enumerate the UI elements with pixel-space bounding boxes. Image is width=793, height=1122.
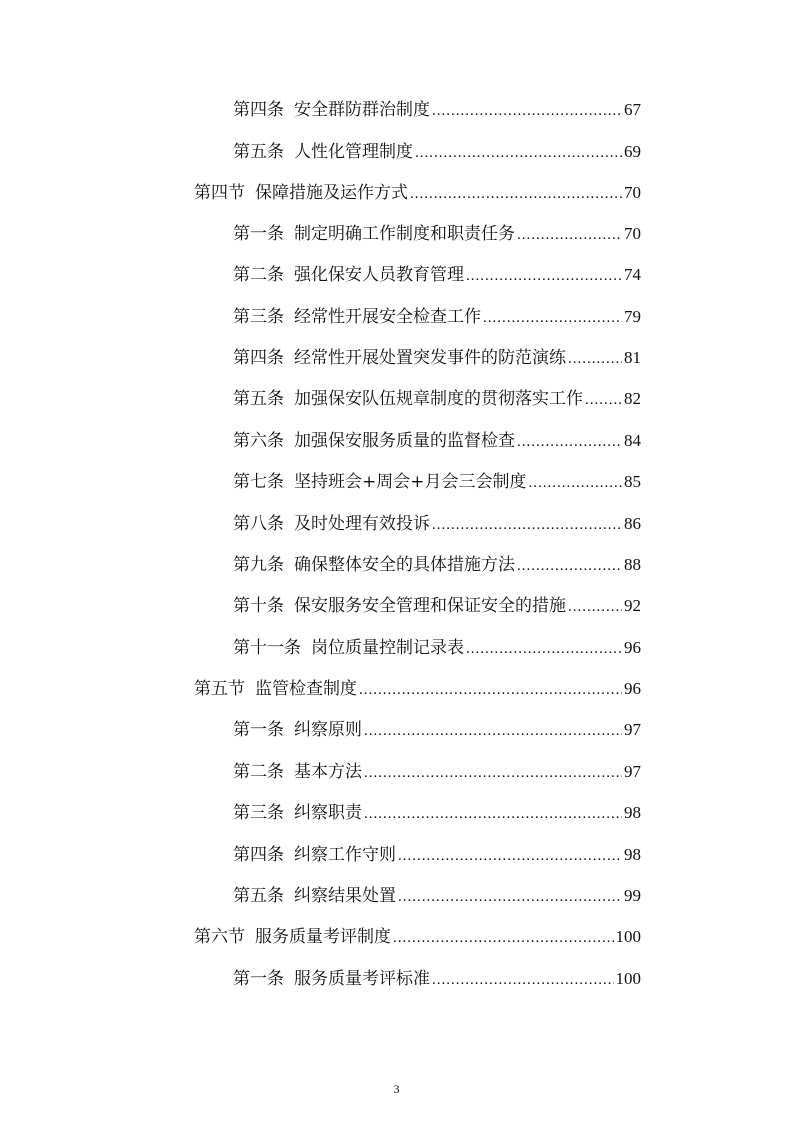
toc-entry-title: 服务质量考评制度 <box>255 927 391 947</box>
toc-entry-title: 制定明确工作制度和职责任务 <box>294 224 515 244</box>
toc-entry[interactable] <box>233 595 641 618</box>
toc-entry-number: 第五条 <box>233 142 284 162</box>
toc-entry[interactable] <box>233 761 641 784</box>
dot-leader <box>364 720 622 742</box>
toc-entry[interactable] <box>233 99 641 122</box>
toc-entry-title: 坚持班会+周会+月会三会制度 <box>294 472 527 492</box>
toc-entry-number: 第二条 <box>233 762 284 782</box>
toc-entry-page: 100 <box>615 969 641 988</box>
toc-entry-number: 第一条 <box>233 720 284 740</box>
dot-leader <box>483 307 622 329</box>
toc-entry-number: 第三条 <box>233 307 284 327</box>
toc-entry-number: 第四条 <box>233 100 284 120</box>
dot-leader <box>432 514 622 536</box>
dot-leader <box>359 679 622 701</box>
toc-entry-title: 纠察职责 <box>294 803 362 823</box>
toc-entry-number: 第九条 <box>233 555 284 575</box>
toc-entry-title: 人性化管理制度 <box>294 142 413 162</box>
toc-entry-page: 82 <box>624 389 641 408</box>
dot-leader <box>466 638 622 660</box>
toc-section-entry[interactable] <box>194 678 641 701</box>
toc-entry-page: 100 <box>615 927 641 946</box>
dot-leader <box>568 348 622 370</box>
toc-entry-title: 经常性开展处置突发事件的防范演练 <box>294 348 566 368</box>
dot-leader <box>432 100 622 122</box>
toc-entry-title: 确保整体安全的具体措施方法 <box>294 555 515 575</box>
toc-entry[interactable] <box>233 347 641 370</box>
toc-entry-number: 第一条 <box>233 969 284 989</box>
toc-entry-page: 86 <box>624 514 641 533</box>
toc-entry-number: 第四条 <box>233 845 284 865</box>
toc-entry-title: 强化保安人员教育管理 <box>294 265 464 285</box>
toc-entry[interactable] <box>233 513 641 536</box>
toc-entry-title: 岗位质量控制记录表 <box>311 638 464 658</box>
toc-entry-number: 第四条 <box>233 348 284 368</box>
toc-entry-title: 经常性开展安全检查工作 <box>294 307 481 327</box>
toc-entry-page: 97 <box>624 720 641 739</box>
toc-entry-page: 96 <box>624 638 641 657</box>
toc-entry-title: 纠察结果处置 <box>294 886 396 906</box>
toc-entry-page: 84 <box>624 431 641 450</box>
toc-entry-number: 第六条 <box>233 431 284 451</box>
dot-leader <box>585 389 622 411</box>
dot-leader <box>568 596 622 618</box>
toc-entry-number: 第五节 <box>194 679 245 699</box>
toc-entry-title: 保障措施及运作方式 <box>255 183 408 203</box>
toc-entry[interactable] <box>233 141 641 164</box>
toc-entry-number: 第三条 <box>233 803 284 823</box>
page-number: 3 <box>393 1082 400 1096</box>
toc-entry[interactable] <box>233 223 641 246</box>
toc-entry-title: 服务质量考评标准 <box>294 969 430 989</box>
toc-entry-page: 67 <box>624 100 641 119</box>
toc-entry-title: 加强保安服务质量的监督检查 <box>294 431 515 451</box>
toc-entry[interactable] <box>233 802 641 825</box>
toc-entry-page: 88 <box>624 555 641 574</box>
toc-entry-number: 第五条 <box>233 886 284 906</box>
dot-leader <box>398 845 622 867</box>
toc-entry-page: 74 <box>624 265 641 284</box>
dot-leader <box>517 224 622 246</box>
toc-entry-page: 98 <box>624 803 641 822</box>
toc-entry-number: 第十一条 <box>233 638 301 658</box>
toc-entry-title: 纠察原则 <box>294 720 362 740</box>
dot-leader <box>415 142 622 164</box>
toc-entry-number: 第四节 <box>194 183 245 203</box>
toc-entry[interactable] <box>233 554 641 577</box>
dot-leader <box>410 183 622 205</box>
toc-entry-page: 97 <box>624 762 641 781</box>
toc-entry-number: 第十条 <box>233 596 284 616</box>
toc-entry[interactable] <box>233 388 641 411</box>
toc-entry[interactable] <box>233 471 641 494</box>
toc-entry-page: 96 <box>624 679 641 698</box>
toc-entry-title: 保安服务安全管理和保证安全的措施 <box>294 596 566 616</box>
toc-entry[interactable] <box>233 306 641 329</box>
dot-leader <box>398 886 622 908</box>
toc-entry[interactable] <box>233 430 641 453</box>
toc-entry-page: 99 <box>624 886 641 905</box>
toc-entry-page: 69 <box>624 142 641 161</box>
toc-entry-title: 监管检查制度 <box>255 679 357 699</box>
toc-entry-number: 第一条 <box>233 224 284 244</box>
toc-section-entry[interactable] <box>194 182 641 205</box>
toc-entry-number: 第七条 <box>233 472 284 492</box>
toc-entry-number: 第八条 <box>233 514 284 534</box>
toc-entry[interactable] <box>233 885 641 908</box>
toc-entry[interactable] <box>233 264 641 287</box>
toc-entry-page: 92 <box>624 596 641 615</box>
dot-leader <box>466 265 622 287</box>
toc-entry-page: 81 <box>624 348 641 367</box>
dot-leader <box>364 803 622 825</box>
toc-entry[interactable] <box>233 968 641 991</box>
dot-leader <box>432 969 614 991</box>
toc-entry-page: 79 <box>624 307 641 326</box>
toc-entry-title: 及时处理有效投诉 <box>294 514 430 534</box>
toc-entry-title: 基本方法 <box>294 762 362 782</box>
dot-leader <box>517 555 622 577</box>
dot-leader <box>393 927 614 949</box>
toc-entry-title: 加强保安队伍规章制度的贯彻落实工作 <box>294 389 583 409</box>
dot-leader <box>517 431 622 453</box>
toc-entry-number: 第五条 <box>233 389 284 409</box>
toc-entry-title: 安全群防群治制度 <box>294 100 430 120</box>
toc-entry-page: 70 <box>624 224 641 243</box>
dot-leader <box>364 762 622 784</box>
toc-entry[interactable] <box>233 637 641 660</box>
toc-section-entry[interactable] <box>194 926 641 949</box>
toc-entry[interactable] <box>233 719 641 742</box>
toc-entry-number: 第二条 <box>233 265 284 285</box>
toc-entry[interactable] <box>233 844 641 867</box>
dot-leader <box>529 472 623 494</box>
toc-entry-number: 第六节 <box>194 927 245 947</box>
toc-entry-page: 98 <box>624 845 641 864</box>
toc-entry-title: 纠察工作守则 <box>294 845 396 865</box>
toc-entry-page: 85 <box>624 472 641 491</box>
toc-entry-page: 70 <box>624 183 641 202</box>
